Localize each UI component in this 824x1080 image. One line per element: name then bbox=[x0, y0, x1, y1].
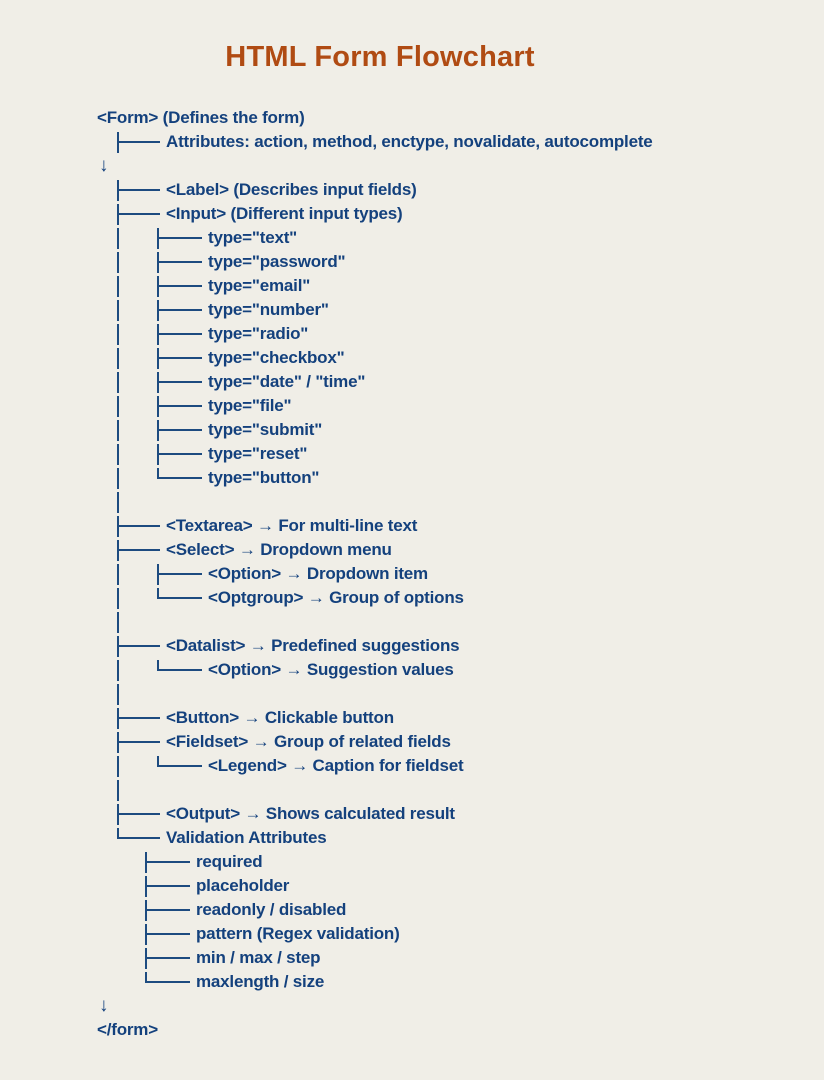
tree-row bbox=[0, 466, 824, 490]
flow-arrow-row bbox=[0, 154, 824, 178]
tree-line-vertical bbox=[117, 564, 119, 585]
tree-row bbox=[0, 658, 824, 682]
tree-row bbox=[0, 250, 824, 274]
tree-line-horizontal bbox=[158, 669, 202, 671]
tree-row bbox=[0, 274, 824, 298]
tree-node-label: <Optgroup> → Group of options bbox=[208, 588, 464, 607]
down-arrow-icon: ↓ bbox=[99, 995, 109, 1016]
tree-line-vertical bbox=[117, 660, 119, 681]
tree-node-label: required bbox=[196, 852, 263, 871]
down-arrow-icon: ↓ bbox=[99, 155, 109, 176]
tree-line-horizontal bbox=[158, 429, 202, 431]
tree-guide-row bbox=[0, 610, 824, 634]
tree-row bbox=[0, 418, 824, 442]
tree-node-label: type="reset" bbox=[208, 444, 308, 463]
tree-line-horizontal bbox=[118, 525, 160, 527]
tree-row bbox=[0, 514, 824, 538]
tree-node-label: type="text" bbox=[208, 228, 298, 247]
tree-node-label: min / max / step bbox=[196, 948, 321, 967]
tree-row bbox=[0, 322, 824, 346]
tree-line-horizontal bbox=[118, 141, 160, 143]
tree-line-horizontal bbox=[118, 837, 160, 839]
tree-line-horizontal bbox=[158, 333, 202, 335]
tree-line-horizontal bbox=[158, 405, 202, 407]
tree-line-horizontal bbox=[146, 885, 190, 887]
tree-line-horizontal bbox=[118, 813, 160, 815]
tree-node-label: <Textarea> → For multi-line text bbox=[166, 516, 418, 535]
tree-node-label: readonly / disabled bbox=[196, 900, 347, 919]
tree-node-label: <Form> (Defines the form) bbox=[97, 108, 305, 127]
tree-row bbox=[0, 586, 824, 610]
tree-line-vertical bbox=[117, 780, 119, 801]
tree-node-label: type="button" bbox=[208, 468, 320, 487]
tree-line-horizontal bbox=[118, 741, 160, 743]
tree-row bbox=[0, 706, 824, 730]
tree-line-horizontal bbox=[146, 861, 190, 863]
tree-row bbox=[0, 202, 824, 226]
tree-row bbox=[0, 946, 824, 970]
tree-node-label: Validation Attributes bbox=[166, 828, 327, 847]
tree-line-horizontal bbox=[118, 189, 160, 191]
tree-line-horizontal bbox=[158, 357, 202, 359]
tree-line-vertical bbox=[117, 372, 119, 393]
tree-node-label: <Datalist> → Predefined suggestions bbox=[166, 636, 460, 655]
tree-row bbox=[0, 754, 824, 778]
tree-node-label: type="file" bbox=[208, 396, 292, 415]
tree-node-label: <Label> (Describes input fields) bbox=[166, 180, 417, 199]
tree-node-label: <Option> → Dropdown item bbox=[208, 564, 428, 583]
tree-line-horizontal bbox=[158, 309, 202, 311]
tree-node-label: <Fieldset> → Group of related fields bbox=[166, 732, 451, 751]
tree-node-label: <Legend> → Caption for fieldset bbox=[208, 756, 464, 775]
tree-node-label: <Output> → Shows calculated result bbox=[166, 804, 455, 823]
tree-node-label: <Button> → Clickable button bbox=[166, 708, 394, 727]
tree-line-horizontal bbox=[146, 933, 190, 935]
tree-line-horizontal bbox=[146, 957, 190, 959]
tree-node-label: <Input> (Different input types) bbox=[166, 204, 403, 223]
tree-line-horizontal bbox=[158, 237, 202, 239]
tree-node-label: pattern (Regex validation) bbox=[196, 924, 400, 943]
tree-row bbox=[0, 178, 824, 202]
tree-row bbox=[0, 442, 824, 466]
tree-line-horizontal bbox=[118, 717, 160, 719]
tree-line-horizontal bbox=[158, 285, 202, 287]
tree-row bbox=[0, 370, 824, 394]
tree-line-vertical bbox=[117, 348, 119, 369]
tree-line-vertical bbox=[117, 420, 119, 441]
tree-row bbox=[0, 226, 824, 250]
tree-line-horizontal bbox=[158, 453, 202, 455]
tree-line-vertical bbox=[117, 444, 119, 465]
tree-line-vertical bbox=[117, 324, 119, 345]
tree-row bbox=[0, 874, 824, 898]
tree-row bbox=[0, 106, 824, 130]
tree-node-label: <Option> → Suggestion values bbox=[208, 660, 454, 679]
tree-line-horizontal bbox=[118, 645, 160, 647]
tree-guide-row bbox=[0, 778, 824, 802]
tree-row bbox=[0, 634, 824, 658]
tree-line-vertical bbox=[117, 252, 119, 273]
tree-line-horizontal bbox=[158, 573, 202, 575]
tree-row bbox=[0, 826, 824, 850]
tree-node-label: <Select> → Dropdown menu bbox=[166, 540, 392, 559]
tree-node-label: type="submit" bbox=[208, 420, 323, 439]
tree-row bbox=[0, 346, 824, 370]
form-flowchart-tree bbox=[0, 106, 824, 1042]
tree-line-vertical bbox=[117, 684, 119, 705]
tree-node-label: type="radio" bbox=[208, 324, 309, 343]
tree-node-label: </form> bbox=[97, 1020, 158, 1039]
tree-node-label: type="password" bbox=[208, 252, 346, 271]
tree-row bbox=[0, 802, 824, 826]
tree-line-horizontal bbox=[146, 909, 190, 911]
tree-row bbox=[0, 538, 824, 562]
tree-node-label: type="email" bbox=[208, 276, 311, 295]
tree-line-vertical bbox=[117, 396, 119, 417]
tree-row bbox=[0, 922, 824, 946]
tree-line-horizontal bbox=[158, 765, 202, 767]
tree-line-vertical bbox=[117, 612, 119, 633]
tree-node-label: type="checkbox" bbox=[208, 348, 345, 367]
tree-line-vertical bbox=[117, 468, 119, 489]
tree-line-vertical bbox=[117, 588, 119, 609]
tree-row bbox=[0, 898, 824, 922]
tree-node-label: maxlength / size bbox=[196, 972, 325, 991]
tree-node-label: placeholder bbox=[196, 876, 290, 895]
tree-row bbox=[0, 850, 824, 874]
tree-row bbox=[0, 730, 824, 754]
tree-row bbox=[0, 130, 824, 154]
tree-row bbox=[0, 562, 824, 586]
tree-line-horizontal bbox=[158, 477, 202, 479]
tree-line-horizontal bbox=[118, 549, 160, 551]
tree-line-horizontal bbox=[146, 981, 190, 983]
tree-row bbox=[0, 1018, 824, 1042]
page-title: HTML Form Flowchart bbox=[225, 41, 535, 73]
tree-row bbox=[0, 394, 824, 418]
tree-node-label: type="date" / "time" bbox=[208, 372, 366, 391]
tree-line-vertical bbox=[117, 228, 119, 249]
tree-node-label: type="number" bbox=[208, 300, 329, 319]
tree-line-vertical bbox=[117, 492, 119, 513]
tree-line-vertical bbox=[117, 300, 119, 321]
tree-node-label: Attributes: action, method, enctype, novalidate, autocomplete bbox=[166, 132, 653, 151]
tree-row bbox=[0, 298, 824, 322]
tree-line-horizontal bbox=[158, 597, 202, 599]
tree-line-horizontal bbox=[118, 213, 160, 215]
tree-line-vertical bbox=[117, 756, 119, 777]
flow-arrow-row bbox=[0, 994, 824, 1018]
tree-guide-row bbox=[0, 490, 824, 514]
tree-line-vertical bbox=[117, 276, 119, 297]
tree-row bbox=[0, 970, 824, 994]
tree-guide-row bbox=[0, 682, 824, 706]
tree-line-horizontal bbox=[158, 261, 202, 263]
tree-line-horizontal bbox=[158, 381, 202, 383]
